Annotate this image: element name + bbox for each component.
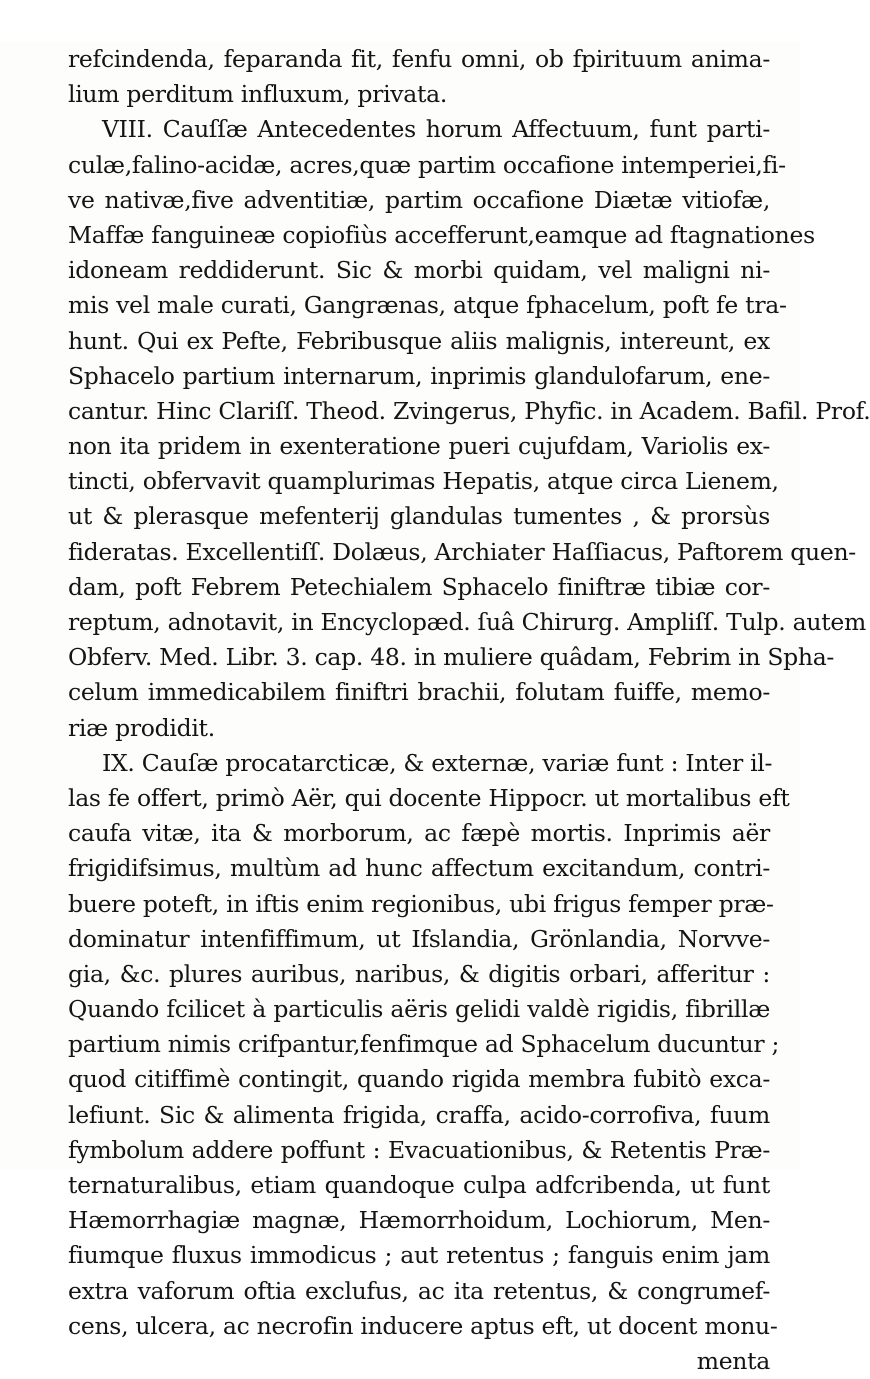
text-line: hunt. Qui ex Pefte, Febribusque aliis malignis, intereunt, ex (68, 326, 770, 355)
text-line: celum immedicabilem finiftri brachii, folutam fuiffe, memo- (68, 678, 770, 707)
text-line: Hæmorrhagiæ magnæ, Hæmorrhoidum, Lochiorum, Men- (68, 1206, 770, 1235)
section-heading-line: VIII. Cauſſæ Antecedentes horum Affectuum, funt parti- (102, 115, 770, 144)
text-line: ternaturalibus, etiam quandoque culpa adfcribenda, ut funt (68, 1171, 770, 1199)
text-line: frigidifsimus, multùm ad hunc affectum excitandum, contri- (68, 854, 770, 883)
text-line: caufa vitæ, ita & morborum, ac fæpè mortis. Inprimis aër (68, 819, 770, 848)
text-line: dominatur intenfiffimum, ut Ifslandia, Grönlandia, Norvve- (68, 924, 770, 953)
text-line: cantur. Hinc Clariſſ. Theod. Zvingerus, Phyfic. in Academ. Bafil. Prof. (68, 396, 870, 425)
text-line: Obferv. Med. Libr. 3. cap. 48. in muliere quâdam, Febrim in Spha- (68, 643, 835, 672)
text-line: ut & plerasque mefenterij glandulas tumentes , & prorsùs (68, 502, 770, 531)
text-line: non ita pridem in exenteratione pueri cujufdam, Variolis ex- (68, 432, 770, 461)
text-line: extra vaforum oftia exclufus, ac ita retentus, & congrumef- (68, 1276, 770, 1305)
section-heading-line: IX. Cauſæ procatarcticæ, & externæ, variæ funt : Inter il- (102, 748, 773, 777)
text-line: fiumque fluxus immodicus ; aut retentus ; fanguis enim jam (68, 1241, 770, 1270)
text-line: cens, ulcera, ac necrofin inducere aptus eft, ut docent monu- (68, 1311, 778, 1340)
text-line: ve nativæ,five adventitiæ, partim occafione Diætæ vitiofæ, (68, 185, 770, 214)
text-line: buere poteft, in iftis enim regionibus, ubi frigus femper præ- (68, 889, 774, 918)
text-line: quod citiffimè contingit, quando rigida membra fubitò exca- (68, 1065, 770, 1094)
text-line: riæ prodidit. (68, 713, 215, 742)
text-line: culæ,falino-acidæ, acres,quæ partim occafione intemperiei,fi- (68, 150, 786, 179)
text-line: refcindenda, feparanda fit, fenfu omni, ob fpirituum anima- (68, 45, 770, 73)
text-line: las fe offert, primò Aër, qui docente Hippocr. ut mortalibus eft (68, 783, 790, 812)
text-line: reptum, adnotavit, in Encyclopæd. ſuâ Chirurg. Ampliſſ. Tulp. autem (68, 608, 866, 636)
text-line: tincti, obfervavit quamplurimas Hepatis, atque circa Lienem, (68, 467, 779, 496)
text-line: Quando fcilicet à particulis aëris gelidi valdè rigidis, fibrillæ (68, 995, 770, 1024)
text-line: lium perditum influxum, privata. (68, 80, 448, 109)
text-line: gia, &c. plures auribus, naribus, & digitis orbari, afferitur : (68, 959, 770, 988)
text-line: partium nimis crifpantur,fenfimque ad Sphacelum ducuntur ; (68, 1030, 780, 1059)
book-page (0, 42, 870, 1375)
text-line: fymbolum addere poffunt : Evacuationibus, & Retentis Præ- (68, 1135, 770, 1164)
text-line: mis vel male curati, Gangrænas, atque fphacelum, poft fe tra- (68, 291, 787, 320)
text-line: Maffæ fanguineæ copiofiùs accefferunt,eamque ad ftagnationes (68, 220, 815, 249)
text-line: dam, poft Febrem Petechialem Sphacelo finiftræ tibiæ cor- (68, 572, 770, 601)
text-line: idoneam reddiderunt. Sic & morbi quidam, vel maligni ni- (68, 256, 770, 285)
text-line: lefiunt. Sic & alimenta frigida, craffa, acido-corrofiva, fuum (68, 1100, 770, 1129)
catchword: menta (696, 1346, 770, 1375)
text-line: fideratas. Excellentiſſ. Dolæus, Archiater Haſſiacus, Paftorem quen- (68, 537, 856, 566)
text-line: Sphacelo partium internarum, inprimis glandulofarum, ene- (68, 361, 770, 390)
